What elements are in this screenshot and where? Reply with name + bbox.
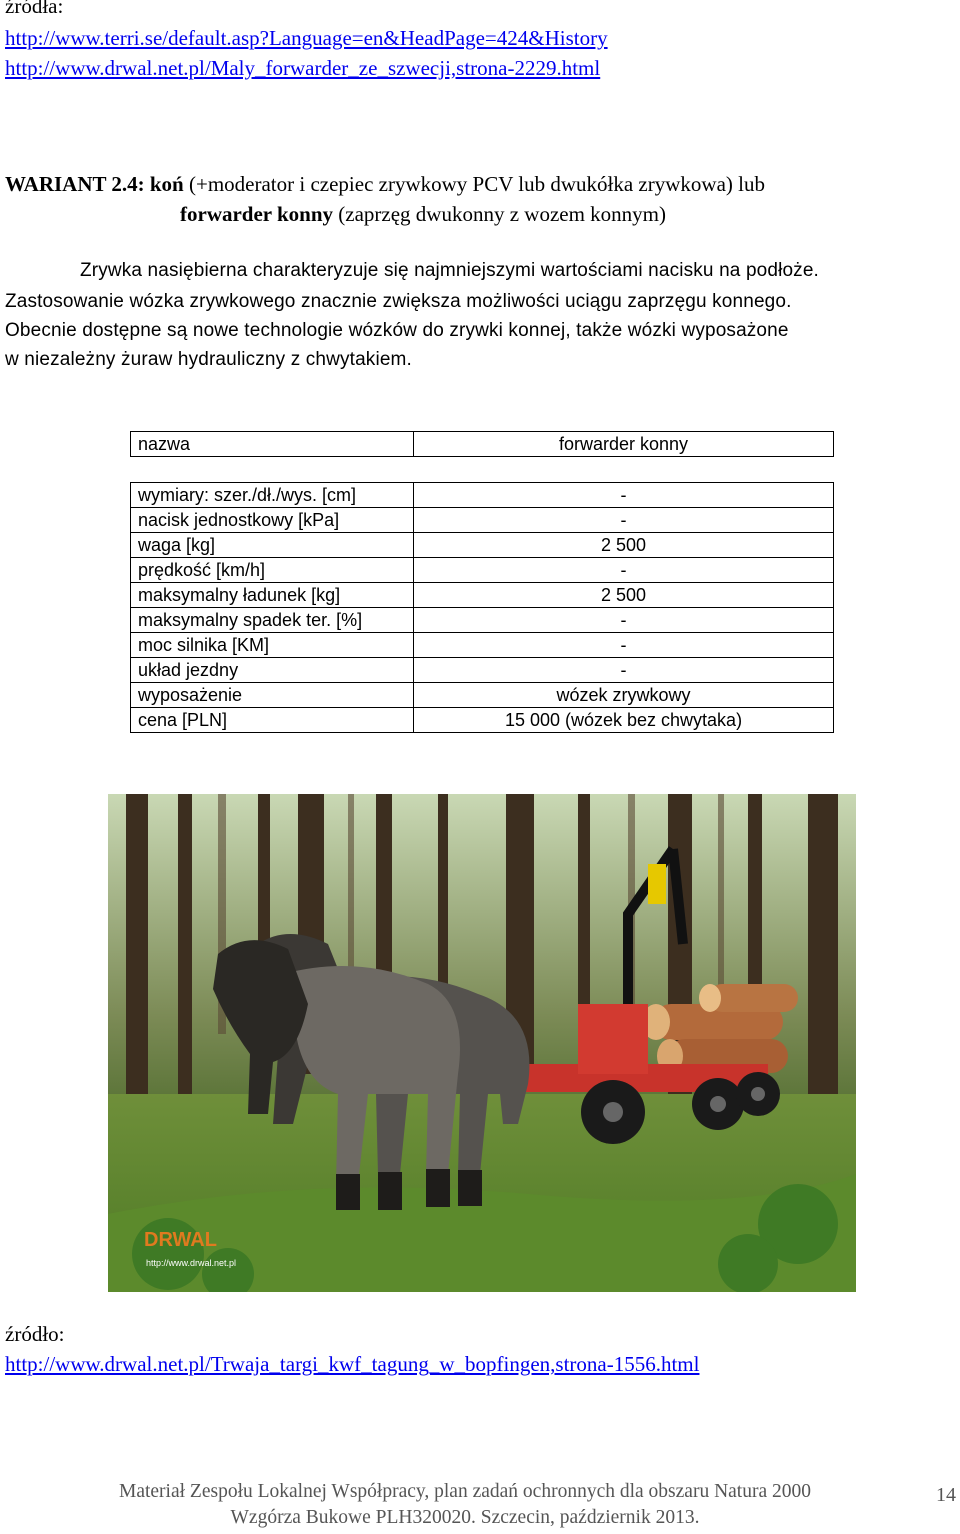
variant-forwarder-description: (zaprzęg dwukonny z wozem konnym) [333, 202, 667, 226]
footer-line-1: Materiał Zespołu Lokalnej Współpracy, plan zadań ochronnych dla obszaru Natura 2000 [118, 1481, 811, 1502]
footer-line-2: Wzgórza Bukowe PLH320020. Szczecin, październik 2013. [230, 1507, 700, 1528]
table-row [131, 708, 834, 733]
table-row [131, 533, 834, 558]
horse-forwarder-illustration [108, 794, 856, 1292]
spec-label-cell: nacisk jednostkowy [kPa] [131, 508, 414, 533]
header-value-cell: forwarder konny [414, 432, 834, 457]
spec-value-cell: 2 500 [414, 533, 834, 558]
spec-value-cell: 15 000 (wózek bez chwytaka) [414, 708, 834, 733]
table-row [131, 608, 834, 633]
spec-value-cell: 2 500 [414, 583, 834, 608]
page-number: 14 [936, 1484, 956, 1506]
table-row [131, 633, 834, 658]
spec-value-cell: - [414, 508, 834, 533]
paragraph-line-2: Zastosowanie wózka zrywkowego znacznie zwiększa możliwości uciągu zaprzęgu konnego. [5, 291, 792, 312]
table-row [131, 583, 834, 608]
table-header-row [131, 432, 834, 457]
spec-value-cell: - [414, 658, 834, 683]
source-label-bottom: źródło: [5, 1322, 65, 1346]
spec-label-cell: prędkość [km/h] [131, 558, 414, 583]
forwarder-photo [108, 794, 856, 1292]
variant-description: (+moderator i czepiec zrywkowy PCV lub dwukółka zrywkowa) lub [183, 172, 765, 196]
table-row [131, 558, 834, 583]
variant-title: WARIANT 2.4: koń [5, 172, 184, 196]
source-link-bottom[interactable]: http://www.drwal.net.pl/Trwaja_targi_kwf_tagung_w_bopfingen,strona-1556.html [5, 1352, 700, 1376]
variant-forwarder-term: forwarder konny [180, 202, 334, 226]
spec-value-cell: wózek zrywkowy [414, 683, 834, 708]
table-row [131, 483, 834, 508]
spec-label-cell: maksymalny spadek ter. [%] [131, 608, 414, 633]
source-link-terri[interactable]: http://www.terri.se/default.asp?Language=en&HeadPage=424&History [5, 26, 608, 50]
table-row [131, 658, 834, 683]
spec-value-cell: - [414, 633, 834, 658]
source-link-drwal[interactable]: http://www.drwal.net.pl/Maly_forwarder_ze_szwecji,strona-2229.html [5, 56, 601, 80]
spec-label-cell: maksymalny ładunek [kg] [131, 583, 414, 608]
variant-heading [5, 172, 765, 197]
paragraph-line-1: Zrywka nasiębierna charakteryzuje się najmniejszymi wartościami nacisku na podłoże. [80, 260, 819, 281]
header-label-cell: nazwa [131, 432, 414, 457]
spec-label-cell: cena [PLN] [131, 708, 414, 733]
table-row [131, 683, 834, 708]
spec-value-cell: - [414, 608, 834, 633]
spec-label-cell: wymiary: szer./dł./wys. [cm] [131, 483, 414, 508]
spec-value-cell: - [414, 483, 834, 508]
spec-label-cell: układ jezdny [131, 658, 414, 683]
spec-table-header [130, 431, 834, 457]
spec-label-cell: moc silnika [KM] [131, 633, 414, 658]
paragraph-line-4: w niezależny żuraw hydrauliczny z chwytakiem. [5, 349, 412, 370]
table-row [131, 508, 834, 533]
spec-label-cell: waga [kg] [131, 533, 414, 558]
drwal-url-watermark: http://www.drwal.net.pl [146, 1258, 237, 1268]
drwal-logo: DRWAL [144, 1229, 217, 1251]
sources-label: źródła: [5, 0, 64, 18]
paragraph-line-3: Obecnie dostępne są nowe technologie wózków do zrywki konnej, także wózki wyposażone [5, 320, 789, 341]
spec-table [130, 482, 834, 733]
spec-table-body [131, 483, 834, 733]
variant-heading-line2 [180, 202, 666, 227]
spec-value-cell: - [414, 558, 834, 583]
spec-label-cell: wyposażenie [131, 683, 414, 708]
